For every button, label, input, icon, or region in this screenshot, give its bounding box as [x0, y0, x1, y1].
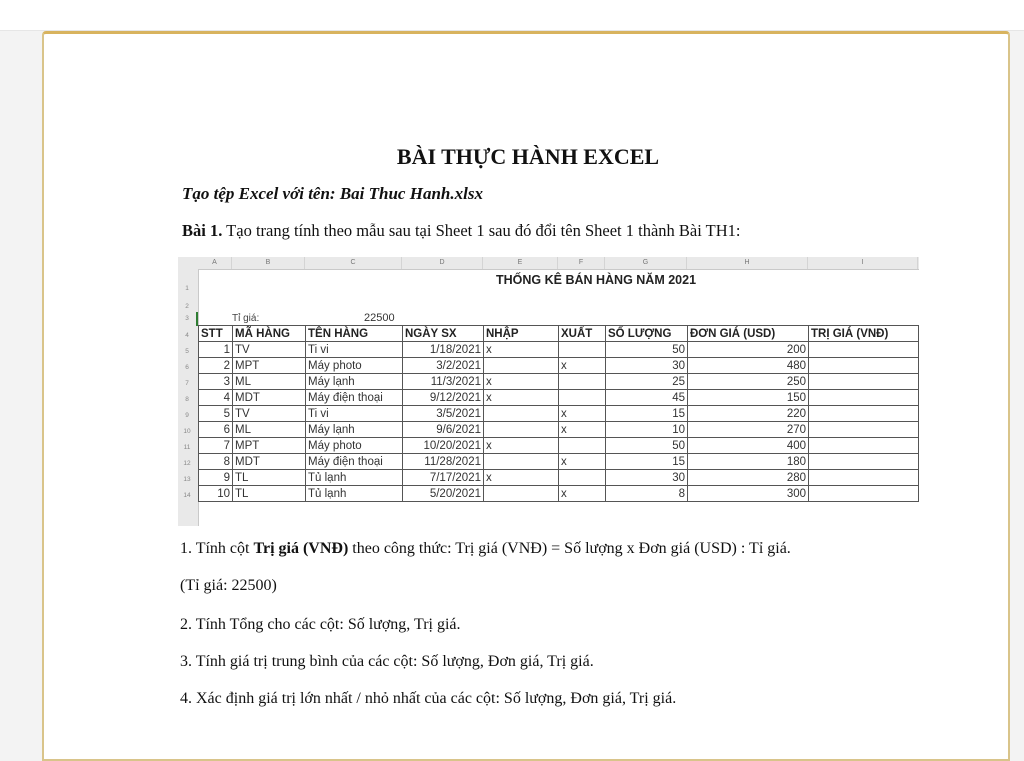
table-cell: x: [484, 390, 559, 406]
table-cell: 150: [688, 390, 809, 406]
table-cell: [484, 406, 559, 422]
table-row: [199, 470, 919, 486]
table-cell: [559, 342, 606, 358]
table-cell: 3/2/2021: [403, 358, 484, 374]
column-header: XUẤT: [559, 326, 606, 342]
table-cell: 9: [199, 470, 233, 486]
row-number: 7: [185, 380, 189, 387]
table-cell: [809, 486, 919, 502]
row-number: 10: [183, 428, 191, 435]
question-1: [180, 540, 791, 558]
column-letter: G: [605, 257, 687, 269]
table-cell: 1/18/2021: [403, 342, 484, 358]
table-cell: 1: [199, 342, 233, 358]
table-cell: 50: [606, 438, 688, 454]
table-cell: 250: [688, 374, 809, 390]
table-cell: 280: [688, 470, 809, 486]
row-number: 2: [185, 303, 189, 310]
table-cell: 9/6/2021: [403, 422, 484, 438]
column-header: ĐƠN GIÁ (USD): [688, 326, 809, 342]
table-cell: 2: [199, 358, 233, 374]
row-number: 14: [183, 492, 191, 499]
table-cell: 30: [606, 358, 688, 374]
question-1-pre: 1. Tính cột: [180, 540, 254, 557]
row-number: 11: [183, 444, 191, 451]
table-cell: 25: [606, 374, 688, 390]
table-cell: [484, 422, 559, 438]
table-cell: 9/12/2021: [403, 390, 484, 406]
table-cell: 7: [199, 438, 233, 454]
table-cell: TV: [233, 406, 306, 422]
rate-label: Tỉ giá:: [232, 313, 260, 324]
table-cell: [809, 470, 919, 486]
table-cell: 11/28/2021: [403, 454, 484, 470]
table-cell: 400: [688, 438, 809, 454]
question-2: 2. Tính Tổng cho các cột: Số lượng, Trị giá.: [180, 616, 461, 633]
table-cell: 8: [606, 486, 688, 502]
table-cell: x: [484, 438, 559, 454]
column-header: NGÀY SX: [403, 326, 484, 342]
column-letter: B: [232, 257, 305, 269]
table-cell: [559, 390, 606, 406]
column-letter: C: [305, 257, 402, 269]
table-cell: ML: [233, 422, 306, 438]
table-cell: [559, 374, 606, 390]
table-cell: x: [559, 454, 606, 470]
row-number: 3: [185, 315, 189, 322]
row-number: 12: [183, 460, 191, 467]
table-cell: [809, 438, 919, 454]
document-subtitle: Tạo tệp Excel với tên: Bai Thuc Hanh.xlsx: [182, 184, 483, 203]
table-cell: 10/20/2021: [403, 438, 484, 454]
column-letter: E: [483, 257, 558, 269]
table-cell: [809, 454, 919, 470]
question-3: 3. Tính giá trị trung bình của các cột: Số lượng, Đơn giá, Trị giá.: [180, 653, 594, 670]
task-instruction: [182, 221, 740, 241]
table-cell: 30: [606, 470, 688, 486]
column-header: NHẬP: [484, 326, 559, 342]
table-cell: [559, 470, 606, 486]
table-cell: x: [559, 422, 606, 438]
table-cell: x: [484, 374, 559, 390]
rate-value: 22500: [364, 312, 395, 324]
table-cell: 10: [606, 422, 688, 438]
table-cell: x: [484, 342, 559, 358]
excel-sheet-image: [178, 257, 919, 526]
table-cell: Tủ lạnh: [306, 470, 403, 486]
row-number: 13: [183, 476, 191, 483]
table-cell: ML: [233, 374, 306, 390]
table-cell: 15: [606, 454, 688, 470]
table-cell: x: [484, 470, 559, 486]
table-cell: 3/5/2021: [403, 406, 484, 422]
table-cell: 15: [606, 406, 688, 422]
table-cell: [809, 342, 919, 358]
table-cell: [809, 374, 919, 390]
top-strip: [0, 0, 1024, 31]
column-header: STT: [199, 326, 233, 342]
table-cell: [809, 390, 919, 406]
table-header-row: [199, 326, 919, 342]
row-number: 8: [185, 396, 189, 403]
table-cell: 5/20/2021: [403, 486, 484, 502]
table-cell: x: [559, 486, 606, 502]
sales-table: [198, 325, 919, 502]
table-cell: [809, 358, 919, 374]
column-header: TRỊ GIÁ (VNĐ): [809, 326, 919, 342]
table-cell: 180: [688, 454, 809, 470]
table-cell: Máy photo: [306, 358, 403, 374]
table-row: [199, 342, 919, 358]
table-cell: MPT: [233, 438, 306, 454]
column-header: SỐ LƯỢNG: [606, 326, 688, 342]
table-cell: 11/3/2021: [403, 374, 484, 390]
table-cell: 480: [688, 358, 809, 374]
table-cell: x: [559, 358, 606, 374]
table-cell: Máy điện thoại: [306, 454, 403, 470]
table-cell: Tủ lạnh: [306, 486, 403, 502]
table-cell: 220: [688, 406, 809, 422]
row-number: 6: [185, 364, 189, 371]
table-cell: [809, 406, 919, 422]
table-cell: [559, 438, 606, 454]
table-cell: Máy photo: [306, 438, 403, 454]
table-row: [199, 454, 919, 470]
table-row: [199, 374, 919, 390]
question-1-note: (Tỉ giá: 22500): [180, 577, 277, 594]
table-cell: MDT: [233, 454, 306, 470]
column-letter: A: [198, 257, 232, 269]
column-letter: H: [687, 257, 808, 269]
table-cell: 200: [688, 342, 809, 358]
column-header-bar: [178, 257, 919, 270]
table-cell: 50: [606, 342, 688, 358]
table-cell: 300: [688, 486, 809, 502]
question-4: 4. Xác định giá trị lớn nhất / nhỏ nhất của các cột: Số lượng, Đơn giá, Trị giá.: [180, 690, 677, 707]
column-letter: I: [808, 257, 918, 269]
column-letter: F: [558, 257, 605, 269]
table-cell: 10: [199, 486, 233, 502]
table-cell: Máy điện thoại: [306, 390, 403, 406]
column-letter: D: [402, 257, 483, 269]
column-header: MÃ HÀNG: [233, 326, 306, 342]
table-cell: [484, 486, 559, 502]
table-cell: 270: [688, 422, 809, 438]
table-cell: TL: [233, 470, 306, 486]
question-1-bold: Trị giá (VNĐ): [253, 540, 349, 557]
row-number: 4: [185, 332, 189, 339]
table-cell: 5: [199, 406, 233, 422]
table-cell: [809, 422, 919, 438]
table-cell: 6: [199, 422, 233, 438]
table-row: [199, 438, 919, 454]
table-cell: 45: [606, 390, 688, 406]
selection-marker: [196, 312, 198, 326]
column-header: TÊN HÀNG: [306, 326, 403, 342]
table-cell: x: [559, 406, 606, 422]
table-cell: 3: [199, 374, 233, 390]
table-cell: Ti vi: [306, 342, 403, 358]
table-cell: 8: [199, 454, 233, 470]
table-row: [199, 390, 919, 406]
table-cell: [484, 454, 559, 470]
table-row: [199, 486, 919, 502]
task-text: Tạo trang tính theo mẫu sau tại Sheet 1 sau đó đổi tên Sheet 1 thành Bài TH1:: [222, 221, 741, 240]
table-cell: MPT: [233, 358, 306, 374]
document-title: BÀI THỰC HÀNH EXCEL: [396, 144, 660, 169]
table-cell: Ti vi: [306, 406, 403, 422]
table-row: [199, 422, 919, 438]
row-header-bar: [178, 269, 199, 526]
table-cell: 4: [199, 390, 233, 406]
sheet-title: THỐNG KÊ BÁN HÀNG NĂM 2021: [496, 273, 697, 287]
row-number: 1: [185, 285, 189, 292]
row-number: 5: [185, 348, 189, 355]
table-cell: TL: [233, 486, 306, 502]
row-number: 9: [185, 412, 189, 419]
question-1-post: theo công thức: Trị giá (VNĐ) = Số lượng x Đơn giá (USD) : Tỉ giá.: [348, 540, 791, 557]
table-row: [199, 358, 919, 374]
table-cell: Máy lạnh: [306, 374, 403, 390]
table-cell: TV: [233, 342, 306, 358]
table-cell: 7/17/2021: [403, 470, 484, 486]
table-cell: [484, 358, 559, 374]
task-label: Bài 1.: [182, 221, 223, 240]
table-cell: MDT: [233, 390, 306, 406]
table-row: [199, 406, 919, 422]
table-cell: Máy lạnh: [306, 422, 403, 438]
